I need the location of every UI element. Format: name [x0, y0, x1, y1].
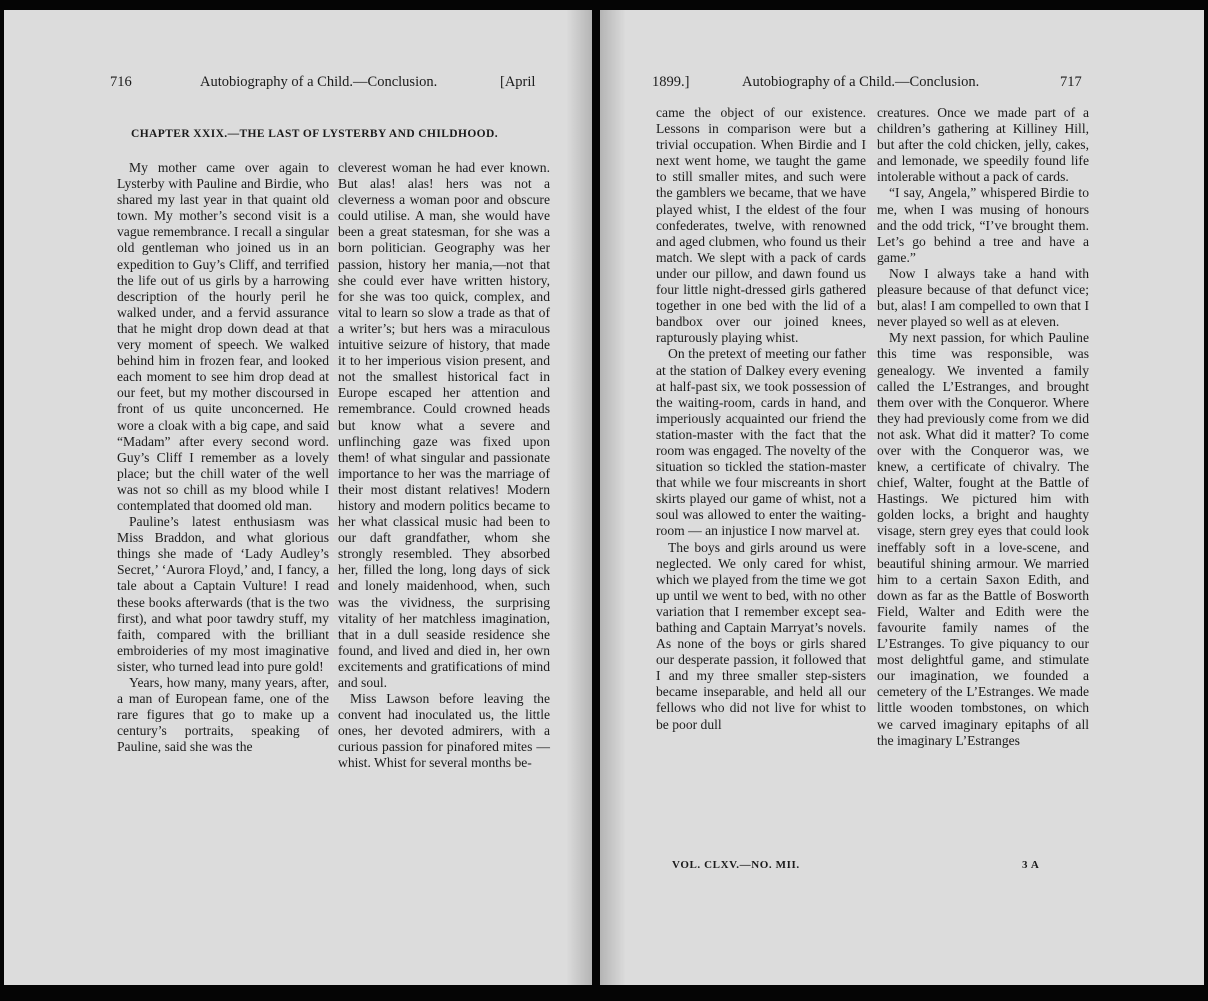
paragraph: came the object of our existence. Lessons in comparison were but a trivial occupation. When Birdie and I next went home, we taught the game to still smaller mites, and such were the gamblers we became, that we have played whist, I the eldest of the four confederates, twelve, with renowned and aged clubmen, who found us their match. We slept with a pack of cards under our pillow, and dawn found us four little night-dressed girls gathered together in one bed with the lid of a bandbox over our joined knees, rapturously playing whist.	[656, 105, 866, 346]
paragraph: Miss Lawson before leaving the convent had inoculated us, the little ones, her devoted admirers, with a curious passion for pinafored mites — whist. Whist for several months be-	[338, 691, 550, 771]
left-column-1	[117, 160, 329, 755]
chapter-heading: CHAPTER XXIX.—THE LAST OF LYSTERBY AND CHILDHOOD.	[131, 128, 499, 140]
right-column-2	[877, 105, 1089, 749]
running-title: Autobiography of a Child.—Conclusion.	[742, 74, 980, 90]
paragraph: On the pretext of meeting our father at the station of Dalkey every evening at half-past six, we took possession of the waiting-room, cards in hand, and imperiously acquainted our friend the station-master with the fact that the room was engaged. The novelty of the situation so tickled the station-master that while we four miscreants in short skirts played our game of whist, not a soul was allowed to enter the waiting-room — an injustice I now marvel at.	[656, 346, 866, 539]
year: 1899.]	[652, 74, 690, 90]
paragraph: creatures. Once we made part of a children’s gathering at Killiney Hill, but after the cold chicken, jelly, cakes, and lemonade, we speedily found life intolerable without a pack of cards.	[877, 105, 1089, 185]
issue-month: [April	[500, 74, 536, 90]
paragraph: Pauline’s latest enthusiasm was Miss Braddon, and what glorious things she made of ‘Lady Audley’s Secret,’ ‘Aurora Floyd,’ and, I fancy, a tale about a Captain Vulture! I read these books afterwards (that is the two first), and what poor tawdry stuff, my faith, compared with the brilliant embroideries of my most imaginative sister, who turned lead into pure gold!	[117, 514, 329, 674]
left-page	[4, 10, 592, 985]
paragraph: “I say, Angela,” whispered Birdie to me, when I was musing of honours and the odd trick, “I’ve brought them. Let’s go behind a tree and have a game.”	[877, 185, 1089, 265]
right-column-1	[656, 105, 866, 733]
left-column-2	[338, 160, 550, 772]
footer-volume: VOL. CLXV.—NO. MII.	[672, 859, 800, 871]
page-number: 716	[110, 74, 132, 90]
paragraph: My mother came over again to Lysterby with Pauline and Birdie, who shared my last year in that quaint old town. My mother’s second visit is a vague remembrance. I recall a singular old gentleman who joined us in an expedition to Guy’s Cliff, and terrified the life out of us girls by a harrowing description of the hourly peril he walked under, and a fervid assurance that he might drop down dead at that very moment of speech. We walked behind him in frozen fear, and looked each moment to see him drop dead at our feet, but my mother discoursed in front of us quite unconcerned. He wore a cloak with a big cape, and said “Madam” after every second word. Guy’s Cliff I remember as a lovely place; but the chill water of the well was not so chill as my blood while I contemplated that doomed old man.	[117, 160, 329, 513]
spine-shadow	[566, 10, 592, 985]
footer-signature: 3 A	[1022, 859, 1040, 871]
spine-shadow	[600, 10, 626, 985]
running-title: Autobiography of a Child.—Conclusion.	[200, 74, 438, 90]
paragraph: Now I always take a hand with pleasure because of that defunct vice; but, alas! I am compelled to own that I never played so well as at eleven.	[877, 265, 1089, 330]
page-number: 717	[1060, 74, 1082, 90]
paragraph: cleverest woman he had ever known. But alas! alas! hers was not a cleverness a woman poor and obscure could utilise. A man, she would have been a great statesman, for she was a born politician. Geography was her passion, history her mania,—not that she could ever have written history, for she was too quick, complex, and vital to learn so slow a trade as that of a writer’s; but hers was a miraculous intuitive seizure of history, that made it to her imperious vision present, and not the smallest historical fact in Europe escaped her attention and remembrance. Could crowned heads but know what a severe and unflinching gaze was fixed upon them! of what singular and passionate importance to her was the marriage of their most distant relatives! Modern history and modern politics became to her what classical music had been to our daft grandfather, whom she strongly resembled. They absorbed her, filled the long, long days of sick and lonely maidenhood, when, such was the vividness, the surprising vitality of her matchless imagination, that in a dull seaside residence she found, and lived and died in, her own excitements and gratifications of mind and soul.	[338, 160, 550, 690]
paragraph: Years, how many, many years, after, a man of European fame, one of the rare figures that go to make up a century’s portraits, speaking of Pauline, said she was the	[117, 675, 329, 755]
paragraph: My next passion, for which Pauline this time was responsible, was genealogy. We invented a family called the L’Estranges, and brought them over with the Conqueror. Where they had previously come from we did not ask. What did it matter? To come over with the Conqueror was, we knew, a certificate of chivalry. The chief, Walter, fought at the Battle of Hastings. We pictured him with golden locks, a bright and haughty visage, stern grey eyes that could look ineffably soft in a love-scene, and beautiful shining armour. We married him to a certain Saxon Edith, and down as far as the Battle of Bosworth Field, Walter and Edith were the favourite family names of the L’Estranges. To give piquancy to our most delightful game, and stimulate our imagination, we founded a cemetery of the L’Estranges. We made little wooden tombstones, on which we carved imaginary epitaphs of all the imaginary L’Estranges	[877, 330, 1089, 748]
right-page	[600, 10, 1204, 985]
paragraph: The boys and girls around us were neglected. We only cared for whist, which we played from the time we got up until we went to bed, with no other variation that I remember except sea-bathing and Captain Marryat’s novels. As none of the boys or girls shared our desperate passion, it followed that I and my three smaller step-sisters became inseparable, and held all our fellows who did not live for whist to be poor dull	[656, 539, 866, 732]
